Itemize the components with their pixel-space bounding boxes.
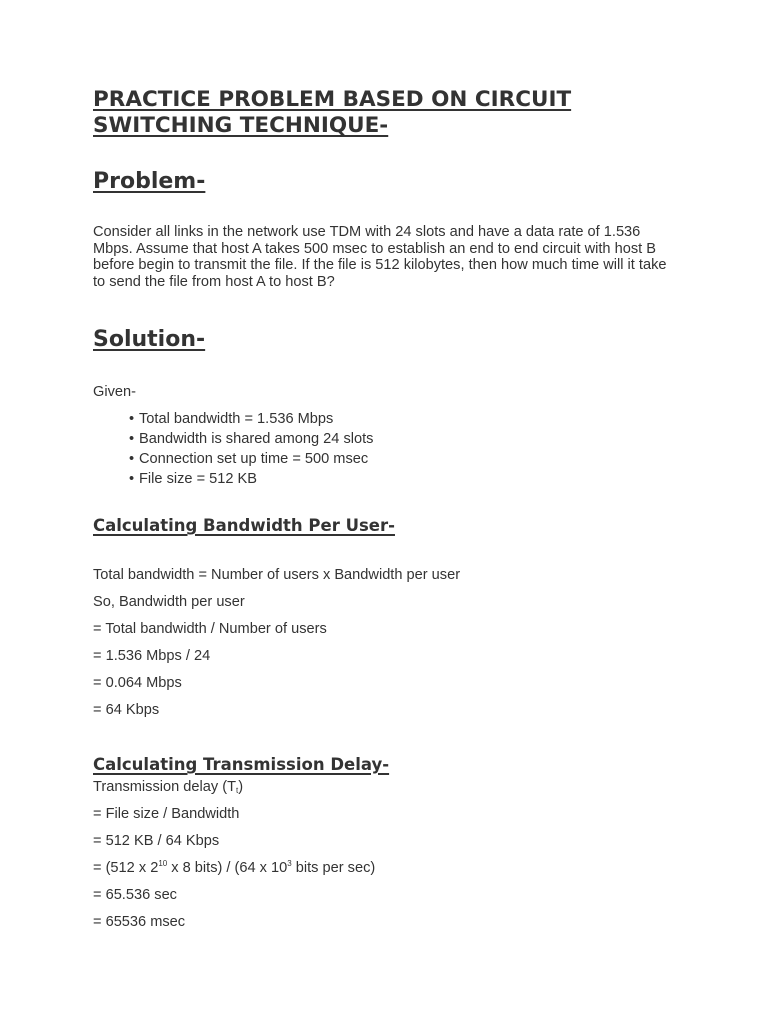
given-label: Given- [93, 384, 136, 400]
bullet-icon: • [129, 471, 135, 487]
transmission-step: = 65536 msec [93, 914, 186, 930]
bullet-icon: • [129, 411, 135, 427]
bandwidth-step: = 1.536 Mbps / 24 [93, 648, 211, 664]
transmission-step: = 512 KB / 64 Kbps [93, 833, 220, 849]
given-list [129, 409, 373, 489]
page-title [93, 87, 693, 139]
given-item: • Connection set up time = 500 msec [129, 451, 369, 467]
bandwidth-step: = 0.064 Mbps [93, 675, 182, 691]
bullet-icon: • [129, 431, 135, 447]
page-title-line-1: PRACTICE PROBLEM BASED ON CIRCUIT [93, 87, 572, 112]
bandwidth-step: So, Bandwidth per user [93, 594, 245, 610]
bandwidth-heading: Calculating Bandwidth Per User- [93, 516, 395, 535]
transmission-step: = File size / Bandwidth [93, 806, 240, 822]
given-item: • File size = 512 KB [129, 471, 258, 487]
bandwidth-step: Total bandwidth = Number of users x Bandwidth per user [93, 567, 461, 583]
transmission-intro: Transmission delay $(T_t)$ [93, 779, 244, 795]
solution-heading: Solution- [93, 327, 206, 352]
problem-text: Consider all links in the network use TDM with 24 slots and have a data rate of 1.536 Mbps. Assume that host A takes 500 msec to establish an end to end circuit with host B before begin to transmit the file. If the file is 512 kilobytes, then how much time will it take to send the file from host A to host B? [93, 224, 667, 290]
given-item: • Total bandwidth = 1.536 Mbps [129, 411, 334, 427]
bandwidth-step: = 64 Kbps [93, 702, 160, 718]
given-item: • Bandwidth is shared among 24 slots [129, 431, 374, 447]
bandwidth-step: = Total bandwidth / Number of users [93, 621, 327, 637]
problem-heading: Problem- [93, 169, 206, 194]
transmission-step: = (512 x $2^{10}$ x 8 bits) / (64 x $10^3$ bits per sec) [93, 859, 376, 876]
bullet-icon: • [129, 451, 135, 467]
transmission-heading: Calculating Transmission Delay- [93, 755, 390, 774]
page-title-line-2: SWITCHING TECHNIQUE- [93, 113, 389, 138]
transmission-step: = 65.536 sec [93, 887, 177, 903]
